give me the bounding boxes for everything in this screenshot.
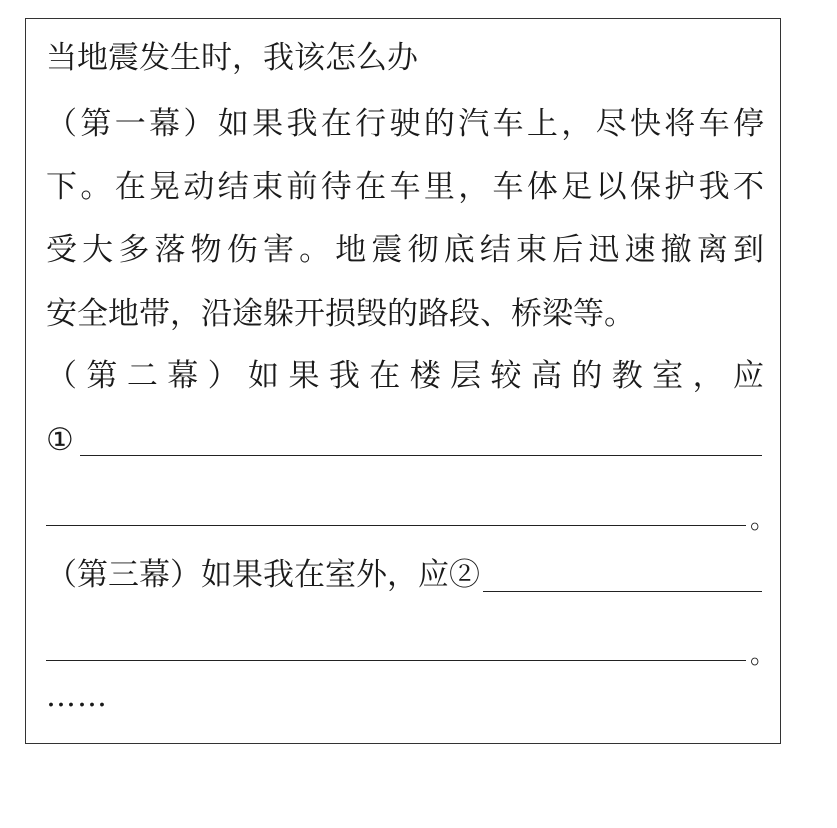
passage-title: 当地震发生时，我该怎么办 xyxy=(46,40,418,76)
scene2-end-mark: 。 xyxy=(750,505,777,535)
scene3-answer-blank-2[interactable] xyxy=(46,660,746,661)
scene2-answer-blank-2[interactable] xyxy=(46,525,746,526)
scene1-line-2: 下。在晃动结束前待在车里，车体足以保护我不 xyxy=(46,169,764,205)
scene1-line-3: 受大多落物伤害。地震彻底结束后迅速撤离到 xyxy=(46,232,764,268)
scene3-answer-blank-1[interactable] xyxy=(483,591,762,592)
scene2-marker: ① xyxy=(46,422,74,458)
scene2-answer-blank-1[interactable] xyxy=(80,455,762,456)
scene2-prompt: （第二幕）如果我在楼层较高的教室，应 xyxy=(46,358,764,394)
scene1-line-4: 安全地带，沿途躲开损毁的路段、桥梁等。 xyxy=(46,296,635,332)
scene3-prompt: （第三幕）如果我在室外，应② xyxy=(46,557,480,593)
ellipsis: …… xyxy=(46,679,108,714)
scene1-line-1: （第一幕）如果我在行驶的汽车上，尽快将车停 xyxy=(46,106,764,142)
scene3-end-mark: 。 xyxy=(750,640,777,670)
